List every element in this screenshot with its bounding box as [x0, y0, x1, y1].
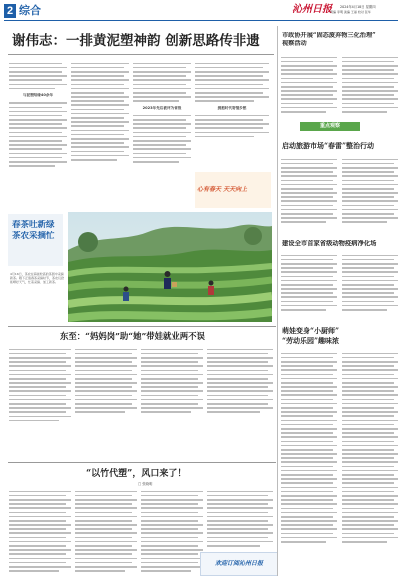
editor-line: 责编 李明 美编 王丽 校对 张华 — [330, 10, 371, 14]
right-top-headline-1: 市政协开展“固态废弃物三化治理” — [282, 32, 376, 39]
lead-subhead-3: 拥抱时代寄情乡愁 — [217, 105, 247, 110]
essay-body-col-2 — [75, 488, 137, 576]
right-top-body-col-1 — [281, 54, 337, 120]
lead-headline-rule — [8, 54, 274, 55]
photo-caption: 4月16日，茶农在海拔较高的茶园中采摘新茶。眼下正值春茶采摘时节，茶农们抢抓晴好天气，忙着采摘、加工新茶。 — [10, 272, 65, 285]
bottom-right-body-col-2 — [342, 350, 398, 575]
ad-banner — [195, 172, 271, 208]
essay-body-col-4 — [207, 488, 273, 548]
middle-story-body-col-1 — [281, 252, 337, 322]
lead-subhead-2: 2023年先后被评为省级 — [142, 105, 182, 110]
masthead-rule — [4, 20, 398, 21]
bottom-left-body-col-3 — [141, 346, 203, 458]
ad-calligraphy: 心有春天 天天向上 — [197, 186, 248, 193]
column-divider — [277, 26, 278, 576]
section-rule — [8, 326, 276, 327]
footer-ad-text: 欢迎订阅沁州日报 — [214, 560, 263, 567]
photo-title-line-1: 春茶吐新绿 — [12, 220, 55, 230]
essay-byline: □ 张晓明 — [138, 482, 153, 486]
sidebar-column-headline: 启动旅游市场“春雷”整治行动 — [282, 141, 375, 150]
essay-rule — [8, 462, 276, 463]
lead-headline: 谢伟志：一排黄泥塑神韵 创新思路传非遗 — [12, 33, 260, 49]
middle-story-body-col-2 — [342, 252, 398, 322]
middle-story-headline: 建设全市首家省级动物疫病净化场 — [282, 240, 377, 247]
sidebar-body-col-1 — [281, 156, 337, 236]
sidebar-body-col-2 — [342, 156, 398, 236]
section-name: 综合 — [19, 4, 41, 17]
essay-headline: “以竹代塑”，风口来了！ — [86, 469, 187, 479]
essay-body-col-1 — [9, 488, 71, 576]
tea-picker-figure — [208, 281, 214, 296]
lead-body-col-1 — [9, 60, 67, 210]
masthead — [0, 0, 402, 22]
bottom-left-headline: 东至：“妈妈岗”助“她”带娃就业两不误 — [60, 331, 205, 341]
newspaper-logo: 沁州日报 — [292, 4, 332, 15]
essay-body-col-3 — [141, 488, 203, 576]
photo-title-line-2: 茶农采摘忙 — [12, 231, 55, 241]
page-number-badge: 2 — [4, 4, 16, 18]
bottom-left-body-col-4 — [207, 346, 273, 458]
photo-story-title-block — [8, 214, 63, 266]
bottom-left-body-col-1 — [9, 346, 71, 458]
issue-date: 2024年4月18日 星期四 — [340, 5, 376, 9]
lead-body-col-3 — [133, 60, 191, 210]
lead-body-col-4 — [195, 60, 269, 168]
tea-garden-photo — [68, 212, 272, 322]
sidebar-column-label: 重点观察 — [300, 122, 360, 131]
lead-subhead-1: 与泥塑结缘40余年 — [22, 93, 54, 98]
right-top-headline-2: 视察活动 — [282, 40, 307, 47]
bottom-right-body-col-1 — [281, 350, 337, 575]
footer-ad — [200, 552, 278, 576]
tea-picker-figure — [123, 287, 129, 302]
bottom-left-body-col-2 — [75, 346, 137, 458]
bottom-right-headline-1: 萌娃变身“小厨师” — [282, 326, 340, 335]
lead-body-col-2 — [71, 60, 129, 210]
bottom-right-headline-2: “劳动乐园”趣味浓 — [282, 336, 340, 345]
right-top-body-col-2 — [342, 54, 398, 120]
